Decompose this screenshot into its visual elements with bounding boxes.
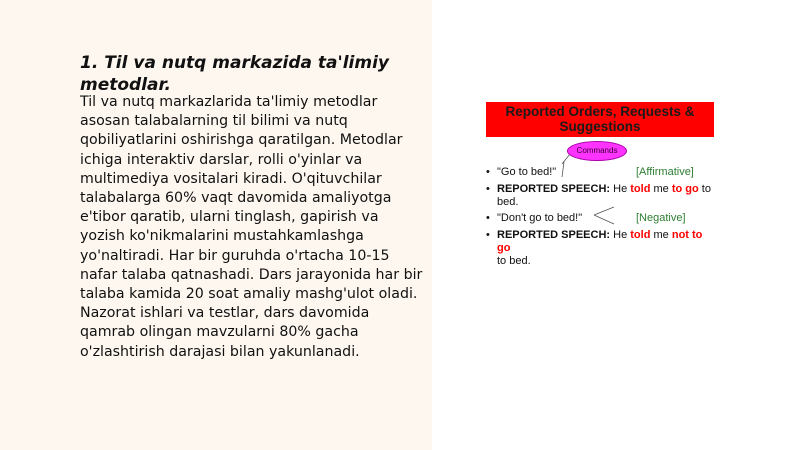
rs1-told: told bbox=[630, 183, 651, 195]
affirmative-quote: "Go to bed!" bbox=[497, 166, 557, 178]
rs1-post: to bbox=[701, 183, 711, 195]
rs1-infinitive: to go bbox=[671, 183, 699, 195]
rs2-infinitive: not to go bbox=[497, 229, 703, 254]
rs2-continuation: to bed. bbox=[497, 255, 531, 267]
figure-header: Reported Orders, Requests & Suggestions bbox=[486, 102, 714, 137]
negative-tag: [Negative] bbox=[636, 212, 686, 224]
bullet-icon: • bbox=[486, 183, 490, 195]
rs2-told: told bbox=[630, 229, 651, 241]
rs1-subject: He bbox=[613, 183, 628, 195]
reported-speech-row-2 bbox=[486, 229, 714, 267]
commands-label: Commands bbox=[567, 141, 627, 161]
bullet-icon: • bbox=[486, 212, 490, 224]
reported-speech-row-1 bbox=[486, 183, 714, 211]
example-affirmative-row bbox=[486, 166, 714, 179]
rs1-object: me bbox=[653, 183, 669, 195]
rs2-object: me bbox=[653, 229, 669, 241]
reported-speech-label: REPORTED SPEECH: bbox=[497, 229, 611, 241]
bullet-icon: • bbox=[486, 229, 490, 241]
reported-speech-text-2 bbox=[497, 229, 712, 268]
bullet-icon: • bbox=[486, 166, 490, 178]
reported-speech-text-1 bbox=[497, 183, 712, 209]
reported-speech-label: REPORTED SPEECH: bbox=[497, 183, 611, 195]
affirmative-tag: [Affirmative] bbox=[636, 166, 694, 178]
rs1-continuation: bed. bbox=[497, 196, 519, 208]
slide-body-text: Til va nutq markazlarida ta'limiy metodlar asosan talabalarning til bilimi va nutq qobiliyatlarini oshirishga qaratilgan. Metodlar ichiga interaktiv darslar, rolli o'yinlar va multimediya vositalari kiradi. O'qituvchilar talabalarga 60% vaqt davomida amaliyotga e'tibor qaratib, ularni tinglash, gapirish va yozish ko'nikmalarini mustahkamlashga yo'naltiradi. Har bir guruhda o'rtacha 10-15 nafar talaba qatnashadi. Dars jarayonida har bir talaba kamida 20 soat amaliy mashg'ulot oladi. Nazorat ishlari va testlar, dars davomida qamrab olingan mavzularni 80% gacha o'zlashtirish darajasi bilan yakunlanadi. bbox=[80, 94, 423, 360]
slide-title: 1. Til va nutq markazida ta'limiy metodlar. bbox=[80, 53, 389, 95]
negative-quote: "Don't go to bed!" bbox=[497, 212, 583, 224]
example-negative-row bbox=[486, 212, 714, 225]
reported-speech-figure bbox=[486, 102, 714, 267]
rs2-subject: He bbox=[613, 229, 628, 241]
